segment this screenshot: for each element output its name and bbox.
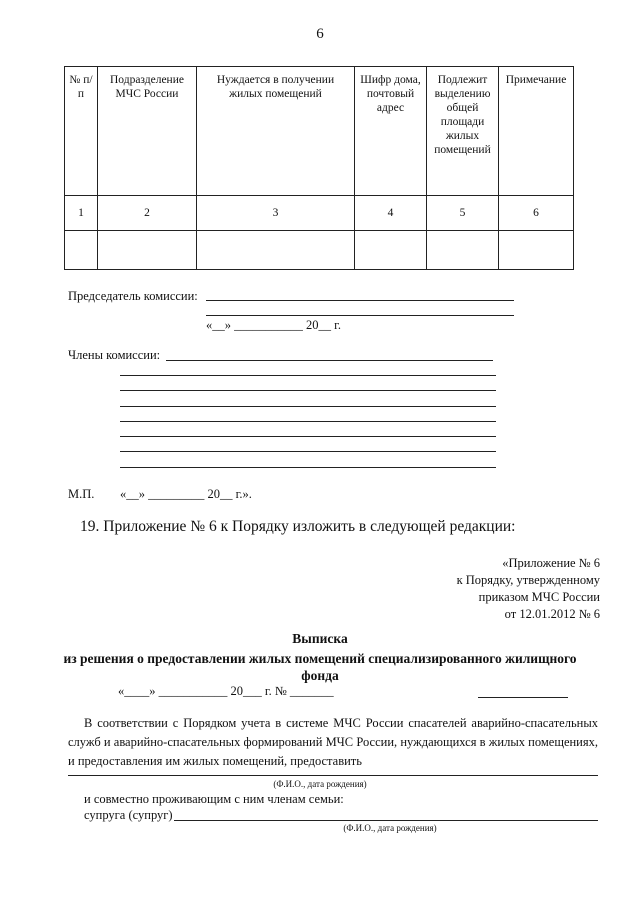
column-number-cell: 5 bbox=[427, 196, 499, 231]
members-label: Члены комиссии: bbox=[68, 348, 161, 362]
header-cell-note: Примечание bbox=[499, 67, 574, 196]
table-cell bbox=[98, 231, 197, 270]
members-line bbox=[120, 467, 496, 468]
extract-date-number: «____» ___________ 20___ г. № _______ bbox=[118, 684, 334, 698]
page-number: 6 bbox=[316, 26, 324, 42]
recipient-caption: (Ф.И.О., дата рождения) bbox=[273, 779, 367, 789]
members-line bbox=[120, 436, 496, 437]
members-line bbox=[120, 421, 496, 422]
members-line bbox=[120, 406, 496, 407]
appendix-line: от 12.01.2012 № 6 bbox=[504, 607, 600, 621]
column-number-cell: 6 bbox=[499, 196, 574, 231]
appendix-header bbox=[457, 555, 600, 623]
extract-number-line bbox=[478, 697, 568, 698]
header-cell-area: Подлежит выделению общей площади жилых помещений bbox=[427, 67, 499, 196]
table-cell bbox=[197, 231, 355, 270]
extract-subtitle-2: фонда bbox=[301, 668, 339, 683]
chairman-date: «__» ___________ 20__ г. bbox=[206, 318, 341, 332]
housing-table bbox=[64, 66, 574, 270]
chairman-name-line bbox=[206, 315, 514, 316]
members-line bbox=[120, 451, 496, 452]
stamp-date: «__» _________ 20__ г.». bbox=[120, 487, 252, 501]
header-cell-subdivision: Подразделение МЧС России bbox=[98, 67, 197, 196]
table-cell bbox=[499, 231, 574, 270]
extract-title: Выписка bbox=[292, 631, 348, 646]
members-line bbox=[166, 360, 493, 361]
extract-subtitle: из решения о предоставлении жилых помещений специализированного жилищного bbox=[63, 651, 577, 666]
table-cell bbox=[65, 231, 98, 270]
table-header-row bbox=[65, 67, 574, 196]
extract-paragraph: В соответствии с Порядком учета в системе МЧС России спасателей аварийно-спасательных служб и аварийно-спасательных формирований МЧС России, нуждающихся в жилых помещениях, и предоставления им жилых помещений, предоставить bbox=[68, 716, 598, 768]
table-cell bbox=[355, 231, 427, 270]
appendix-line: «Приложение № 6 bbox=[502, 556, 600, 570]
column-number-cell: 4 bbox=[355, 196, 427, 231]
table-empty-row bbox=[65, 231, 574, 270]
chairman-label: Председатель комиссии: bbox=[68, 289, 198, 303]
table-number-row bbox=[65, 196, 574, 231]
column-number-cell: 2 bbox=[98, 196, 197, 231]
appendix-line: к Порядку, утвержденному bbox=[456, 573, 600, 587]
members-line bbox=[120, 390, 496, 391]
appendix-line: приказом МЧС России bbox=[478, 590, 600, 604]
header-cell-need: Нуждается в получении жилых помещений bbox=[197, 67, 355, 196]
spouse-line bbox=[174, 820, 598, 821]
table-cell bbox=[427, 231, 499, 270]
members-line bbox=[120, 375, 496, 376]
header-cell-number: № п/п bbox=[65, 67, 98, 196]
header-cell-address: Шифр дома, почтовый адрес bbox=[355, 67, 427, 196]
stamp-label: М.П. bbox=[68, 487, 95, 501]
recipient-line bbox=[68, 775, 598, 776]
family-label: и совместно проживающим с ним членам семьи: bbox=[84, 792, 344, 806]
spouse-caption: (Ф.И.О., дата рождения) bbox=[343, 823, 437, 833]
column-number-cell: 1 bbox=[65, 196, 98, 231]
spouse-label: супруга (супруг) bbox=[84, 808, 173, 822]
chairman-signature-line bbox=[206, 300, 514, 301]
column-number-cell: 3 bbox=[197, 196, 355, 231]
item-19-heading: 19. Приложение № 6 к Порядку изложить в следующей редакции: bbox=[80, 518, 516, 535]
